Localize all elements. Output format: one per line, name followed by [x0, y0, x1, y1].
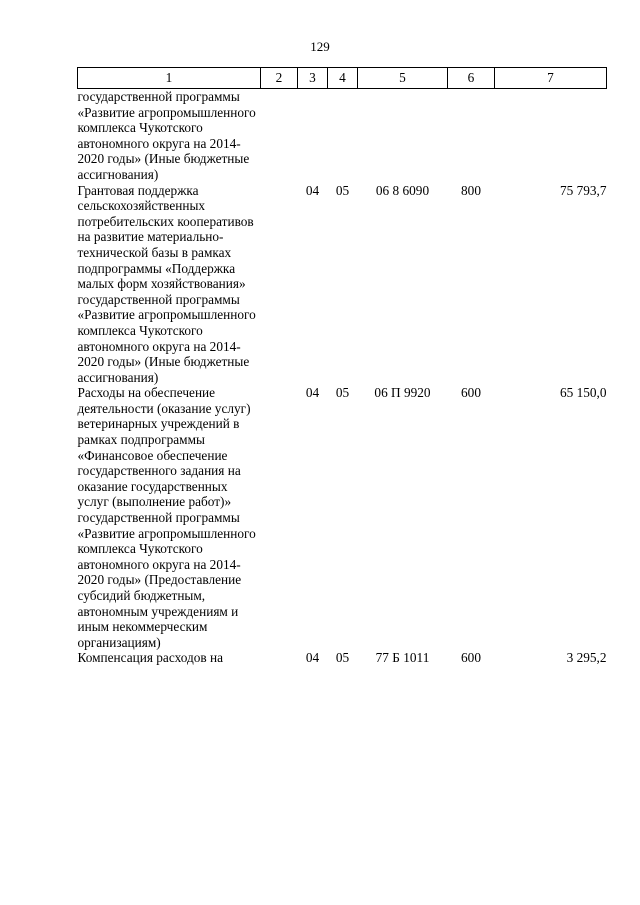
- budget-table: [77, 67, 607, 666]
- column-2-value: [261, 650, 298, 666]
- column-header-2: 2: [261, 68, 298, 89]
- amount: 3 295,2: [566, 650, 607, 666]
- table-row: [78, 183, 607, 386]
- expense-type-code: 600: [461, 385, 481, 401]
- table-row: [78, 89, 607, 183]
- column-2-value: [261, 183, 298, 386]
- target-article-code: 06 8 6090: [375, 182, 430, 198]
- amount: 65 150,0: [559, 385, 607, 401]
- amount: 75 793,7: [559, 182, 607, 198]
- column-2-value: [261, 89, 298, 183]
- section-code: 04: [305, 385, 320, 401]
- subsection-code: [328, 89, 358, 183]
- section-code: 04: [305, 650, 320, 666]
- section-code: [298, 89, 328, 183]
- target-article-code: [358, 89, 448, 183]
- column-header-3: 3: [298, 68, 328, 89]
- table-row: [78, 385, 607, 650]
- expense-name: государственной программы «Развитие агропромышленного комплекса Чукотского автономного округа на 2014-2020 годы» (Иные бюджетные ассигнования): [77, 89, 256, 182]
- header-row: [78, 68, 607, 89]
- subsection-code: 05: [335, 182, 350, 198]
- expense-name: Компенсация расходов на: [77, 650, 224, 666]
- expense-type-code: 600: [461, 650, 481, 666]
- column-header-7: 7: [495, 68, 607, 89]
- column-header-1: 1: [78, 68, 261, 89]
- table-row: [78, 650, 607, 666]
- expense-type-code: 800: [461, 182, 481, 198]
- target-article-code: 77 Б 1011: [375, 650, 430, 666]
- subsection-code: 05: [335, 650, 350, 666]
- section-code: 04: [305, 182, 320, 198]
- column-header-5: 5: [358, 68, 448, 89]
- column-2-value: [261, 385, 298, 650]
- amount: [495, 89, 607, 183]
- page-number: 129: [310, 39, 330, 54]
- expense-name: Грантовая поддержка сельскохозяйственных потребительских кооперативов на развитие материально-технической базы в рамках подпрограммы «Поддержка малых форм хозяйствования» государственной программы «Развитие агропромышленного комплекса Чукотского автономного округа на 2014-2020 годы» (Иные бюджетные ассигнования): [77, 182, 256, 385]
- column-header-4: 4: [328, 68, 358, 89]
- target-article-code: 06 П 9920: [374, 385, 431, 401]
- subsection-code: 05: [335, 385, 350, 401]
- column-header-6: 6: [448, 68, 495, 89]
- expense-type-code: [448, 89, 495, 183]
- expense-name: Расходы на обеспечение деятельности (оказание услуг) ветеринарных учреждений в рамках подпрограммы «Финансовое обеспечение государственного задания на оказание государственных услуг (выполнение работ)» государственной программы «Развитие агропромышленного комплекса Чукотского автономного округа на 2014-2020 годы» (Предоставление субсидий бюджетным, автономным учреждениям и иным некоммерческим организациям): [77, 385, 256, 650]
